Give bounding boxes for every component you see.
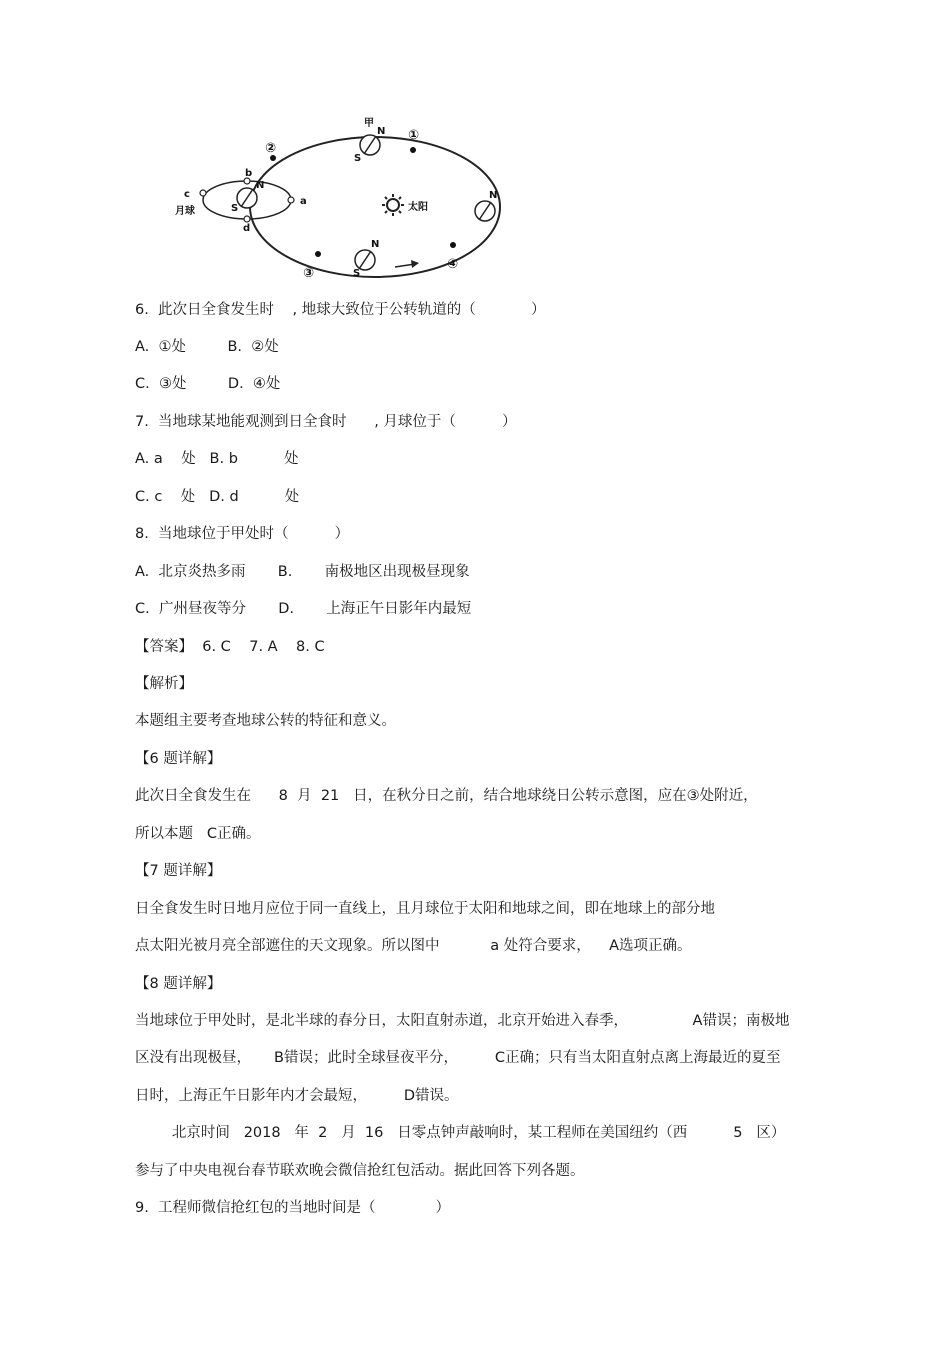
svg-text:N: N (489, 190, 498, 201)
sun-icon (382, 194, 428, 216)
svg-text:S: S (353, 268, 361, 279)
q6-options-cd: C. ③处 D. ④处 (135, 376, 281, 392)
question-6: 6. 此次日全食发生时 , 地球大致位于公转轨道的（ ） (135, 302, 546, 318)
earth-right (475, 190, 497, 221)
earth-orbit-diagram (165, 112, 515, 287)
svg-text:d: d (243, 223, 251, 234)
earth-left (231, 180, 264, 214)
q6-detail-heading: 【6 题详解】 (135, 751, 222, 767)
svg-text:S: S (231, 203, 239, 214)
svg-text:S: S (354, 153, 362, 164)
svg-text:N: N (371, 239, 380, 250)
q8-options-cd: C. 广州昼夜等分 D. 上海正午日影年内最短 (135, 601, 472, 617)
question-9: 9. 工程师微信抢红包的当地时间是（ ） (135, 1200, 450, 1216)
svg-text:N: N (377, 126, 386, 137)
position-2: ② (265, 141, 277, 156)
analysis-summary: 本题组主要考查地球公转的特征和意义。 (135, 713, 396, 729)
q7-detail-line1: 日全食发生时日地月应位于同一直线上，且月球位于太阳和地球之间，即在地球上的部分地 (135, 901, 715, 917)
svg-text:a: a (300, 196, 307, 207)
earth-bottom (353, 239, 379, 279)
svg-text:太阳: 太阳 (408, 202, 428, 213)
direction-arrow (395, 260, 419, 268)
q8-detail-line1: 当地球位于甲处时，是北半球的春分日，太阳直射赤道，北京开始进入春季， A错误；南极地 (135, 1013, 790, 1029)
svg-text:b: b (245, 168, 253, 179)
q7-options-cd: C. c 处 D. d 处 (135, 489, 300, 505)
passage-line1: 北京时间 2018 年 2 月 16 日零点钟声敲响时，某工程师在美国纽约（西 5 区） (135, 1125, 786, 1141)
passage-line2: 参与了中央电视台春节联欢晚会微信抢红包活动。据此回答下列各题。 (135, 1163, 585, 1179)
question-7: 7. 当地球某地能观测到日全食时 , 月球位于（ ） (135, 414, 517, 430)
q8-detail-line3: 日时，上海正午日影年内才会最短， D错误。 (135, 1088, 459, 1104)
q7-detail-line2: 点太阳光被月亮全部遮住的天文现象。所以图中 a 处符合要求， A选项正确。 (135, 938, 692, 954)
position-3: ③ (303, 266, 315, 281)
position-1: ① (408, 128, 420, 143)
moon-label: 月球 (175, 206, 195, 217)
earth-jia (354, 117, 385, 164)
svg-text:甲: 甲 (364, 118, 374, 129)
analysis-heading: 【解析】 (135, 676, 193, 692)
q8-detail-line2: 区没有出现极昼， B错误；此时全球昼夜平分， C正确；只有当太阳直射点离上海最近的夏至 (135, 1050, 781, 1066)
q6-options-ab: A. ①处 B. ②处 (135, 339, 279, 355)
q7-detail-heading: 【7 题详解】 (135, 863, 222, 879)
question-8: 8. 当地球位于甲处时（ ） (135, 526, 350, 542)
q8-detail-heading: 【8 题详解】 (135, 976, 222, 992)
q6-detail-line2: 所以本题 C正确。 (135, 826, 261, 842)
q8-options-ab: A. 北京炎热多雨 B. 南极地区出现极昼现象 (135, 564, 470, 580)
q7-options-ab: A. a 处 B. b 处 (135, 451, 299, 467)
position-4: ④ (447, 257, 459, 272)
q6-detail-line1: 此次日全食发生在 8 月 21 日，在秋分日之前，结合地球绕日公转示意图，应在③处附近， (135, 788, 758, 804)
answer-line: 【答案】 6. C 7. A 8. C (135, 639, 325, 655)
svg-text:N: N (256, 180, 265, 191)
svg-text:c: c (184, 189, 190, 200)
